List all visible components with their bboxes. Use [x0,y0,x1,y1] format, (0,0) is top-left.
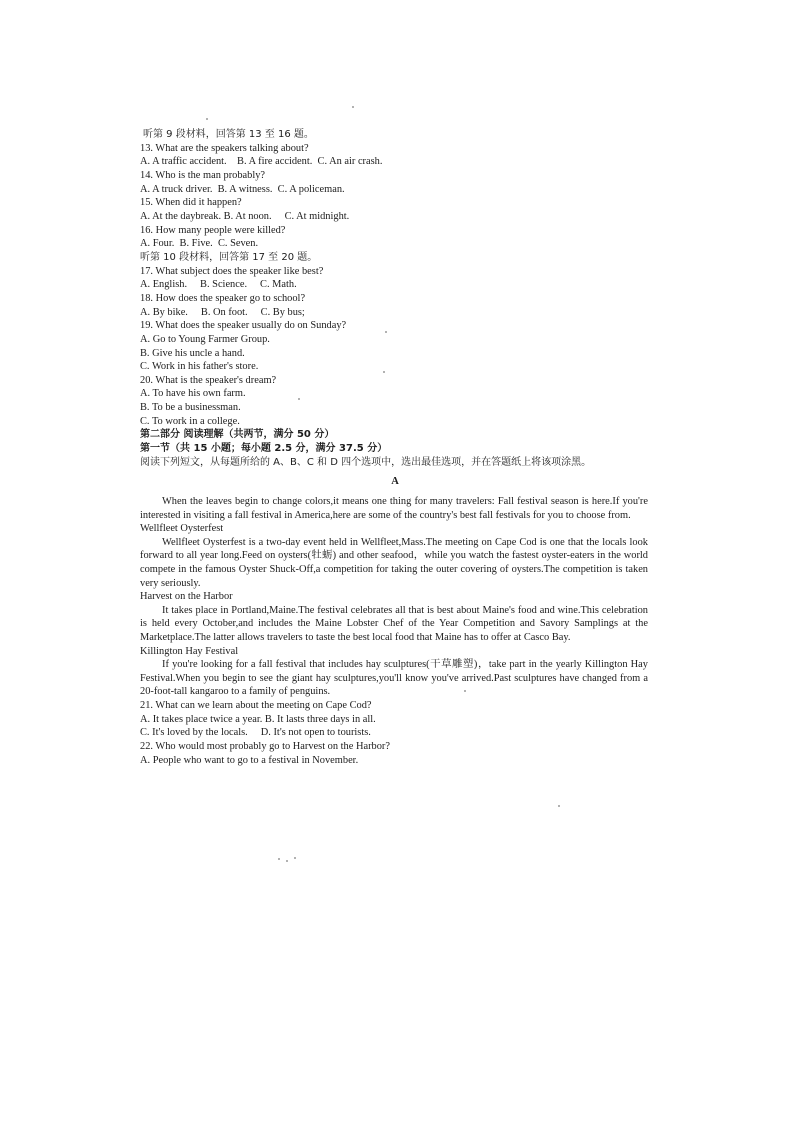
passage-label: A [391,476,399,488]
question-22-option-a: A. People who want to go to a festival in November. [140,754,359,766]
question-16: 16. How many people were killed? [140,224,286,236]
scan-speck [383,371,385,373]
paragraph-wellfleet [140,536,648,590]
paragraph-killington-text: If you're looking for a fall festival that includes hay sculptures(干草雕塑)，take part in the yearly Killington Hay Festival.When you begin to see the giant hay sculptures,you'll know you've arrived.Past sculptures have changed from a 20-foot-tall kangaroo to a family of penguins. [140,659,648,698]
section-9-intro: 听第 9 段材料，回答第 13 至 16 题。 [143,129,314,140]
paragraph-harvest-text: It takes place in Portland,Maine.The festival celebrates all that is best about Maine's food and wine.This celebration is held every October,and includes the Maine Lobster Chef of the Year Competition and Savory Samplings at the Marketplace.The latter allows travelers to taste the best local food that Maine has to offer at Casco Bay. [140,604,648,643]
question-14-options: A. A truck driver. B. A witness. C. A policeman. [140,183,345,195]
scan-speck [286,860,288,862]
section-10-intro: 听第 10 段材料，回答第 17 至 20 题。 [140,251,318,263]
question-20-option-c: C. To work in a college. [140,415,240,427]
question-14: 14. Who is the man probably? [140,169,266,181]
question-18: 18. How does the speaker go to school? [140,292,306,304]
question-19: 19. What does the speaker usually do on Sunday? [140,320,347,332]
question-16-options: A. Four. B. Five. C. Seven. [140,238,259,250]
question-15: 15. When did it happen? [140,197,242,209]
heading-killington-hay-festival: Killington Hay Festival [140,645,239,657]
question-20-option-b: B. To be a businessman. [140,402,241,414]
question-13-options: A. A traffic accident. B. A fire accident. C. An air crash. [140,156,383,168]
question-19-option-c: C. Work in his father's store. [140,361,259,373]
question-21-options-cd: C. It's loved by the locals. D. It's not open to tourists. [140,727,371,739]
scan-speck [298,398,300,400]
question-19-option-a: A. Go to Young Farmer Group. [140,333,270,345]
scan-speck [464,690,466,692]
page-content [140,128,650,767]
scan-speck [206,118,208,120]
question-21-options-ab: A. It takes place twice a year. B. It lasts three days in all. [140,713,376,725]
question-17-options: A. English. B. Science. C. Math. [140,279,297,291]
question-22: 22. Who would most probably go to Harvest on the Harbor? [140,740,391,752]
scan-speck [352,106,354,108]
scan-speck [558,805,560,807]
heading-harvest-on-the-harbor: Harvest on the Harbor [140,591,233,603]
question-20-option-a: A. To have his own farm. [140,388,246,400]
section-one-title: 第一节（共 15 小题；每小题 2.5 分，满分 37.5 分） [140,443,388,455]
paragraph-killington [140,658,648,699]
question-13: 13. What are the speakers talking about? [140,142,309,154]
paragraph-harvest [140,604,648,645]
question-20: 20. What is the speaker's dream? [140,374,277,386]
passage-intro-text: When the leaves begin to change colors,it means one thing for many travelers: Fall festival season is here.If you're interested in visiting a fall festival in America,here are some of the country's best fall festivals for you to choose from. [140,496,648,521]
scan-speck [278,858,280,860]
part-two-title: 第二部分 阅读理解（共两节，满分 50 分） [140,429,335,441]
scan-speck [294,857,296,859]
paragraph-wellfleet-text: Wellfleet Oysterfest is a two-day event held in Wellfleet,Mass.The meeting on Cape Cod is one that the locals look forward to all year long.Feed on oysters(牡蛎) and other seafood，while you watch the fastest oyster-eaters in the world compete in the famous Oyster Shuck-Off,a competition for taking the outer covering of oysters.The competition is taken very seriously. [140,536,648,589]
question-19-option-b: B. Give his uncle a hand. [140,347,245,359]
question-17: 17. What subject does the speaker like best? [140,265,324,277]
heading-wellfleet-oysterfest: Wellfleet Oysterfest [140,523,224,535]
passage-intro [140,495,648,522]
question-15-options: A. At the daybreak. B. At noon. C. At midnight. [140,210,350,222]
question-21: 21. What can we learn about the meeting on Cape Cod? [140,699,372,711]
reading-instruction: 阅读下列短文，从每题所给的 A、B、C 和 D 四个选项中，选出最佳选项，并在答题纸上将该项涂黑。 [140,456,592,468]
question-18-options: A. By bike. B. On foot. C. By bus; [140,306,305,318]
scan-speck [385,331,387,333]
